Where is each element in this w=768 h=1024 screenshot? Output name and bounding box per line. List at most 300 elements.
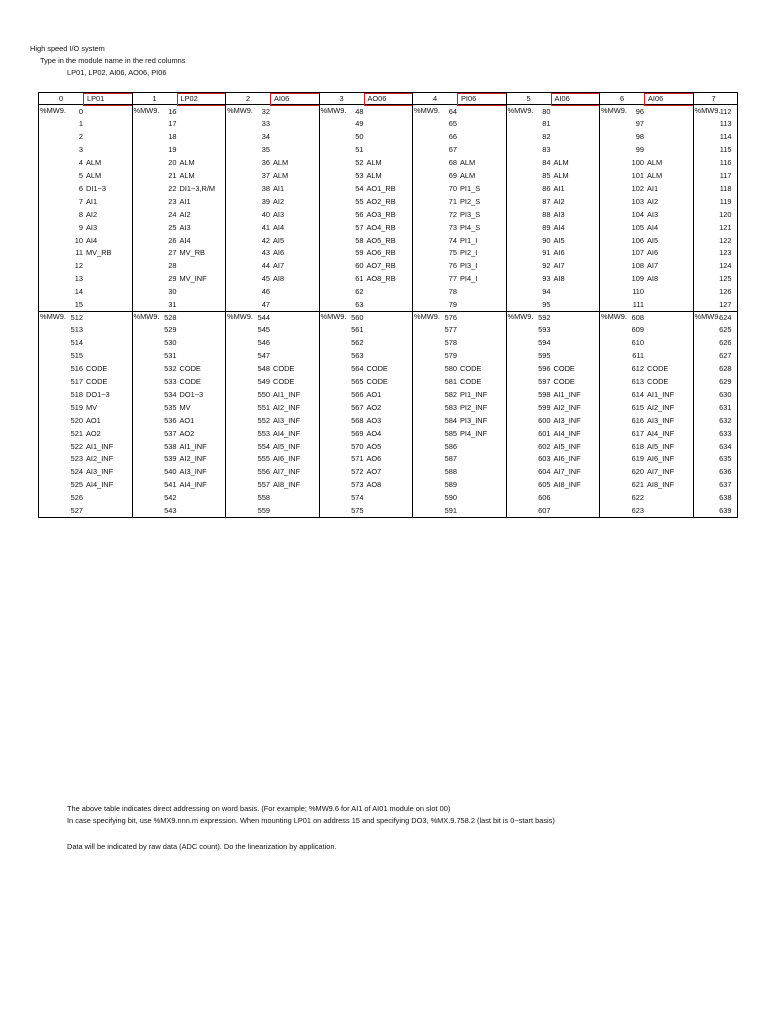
- signal-name: AI8: [553, 274, 565, 284]
- word-address: 531: [164, 351, 177, 361]
- table-row: [320, 336, 413, 349]
- word-address: 96: [635, 106, 644, 116]
- word-address: 594: [538, 338, 551, 348]
- table-row: [413, 401, 506, 414]
- word-address: 612: [631, 364, 644, 374]
- word-address: 105: [631, 222, 644, 232]
- table-bottom-border: [39, 517, 132, 518]
- table-row: [226, 401, 319, 414]
- address-prefix: %MW9.: [40, 106, 66, 115]
- word-address: 549: [257, 377, 270, 386]
- slot-header: [600, 92, 693, 105]
- signal-name: AO4: [366, 428, 382, 438]
- table-row: [413, 388, 506, 401]
- signal-name: ALM: [366, 171, 382, 180]
- signal-name: PI4_S: [460, 222, 481, 232]
- table-row: [413, 298, 506, 311]
- table-row: [507, 208, 600, 221]
- word-address: 581: [444, 377, 457, 386]
- table-row: [507, 452, 600, 465]
- table-row: [413, 105, 506, 118]
- slot-number: 0: [58, 94, 64, 103]
- word-address: 1: [78, 119, 83, 129]
- word-address: 22: [168, 183, 177, 193]
- table-row: [694, 349, 734, 362]
- signal-name: AI1: [553, 183, 565, 193]
- word-address: 534: [164, 389, 177, 399]
- table-row: [320, 323, 413, 336]
- signal-name: PI4_I: [460, 274, 478, 284]
- table-row: [694, 221, 734, 234]
- signal-name: AO6: [366, 454, 382, 464]
- slot-header: [694, 92, 737, 105]
- table-row: [226, 143, 319, 156]
- word-address: 20: [168, 158, 177, 168]
- table-row: [600, 298, 693, 311]
- table-row: [320, 169, 413, 182]
- table-row: [694, 195, 734, 208]
- table-row: [413, 221, 506, 234]
- signal-name: AI1_INF: [273, 389, 301, 399]
- table-row: [39, 143, 132, 156]
- table-row: [507, 285, 600, 298]
- signal-name: AI3: [86, 222, 98, 232]
- word-address: 48: [355, 106, 364, 116]
- table-row: [413, 478, 506, 491]
- word-address: 555: [257, 454, 270, 464]
- word-address: 73: [448, 222, 457, 232]
- word-address: 586: [444, 441, 457, 451]
- table-row: [694, 208, 734, 221]
- word-address: 44: [261, 261, 270, 271]
- table-row: [226, 478, 319, 491]
- table-row: [133, 156, 226, 169]
- page-title: High speed I/O system: [30, 44, 105, 53]
- word-address: 579: [444, 351, 457, 361]
- word-address: 25: [168, 222, 177, 232]
- signal-name: AI6: [273, 248, 285, 258]
- signal-name: MV: [179, 402, 191, 412]
- word-address: 53: [355, 171, 364, 180]
- slot-header: [413, 92, 506, 105]
- signal-name: CODE: [460, 364, 482, 374]
- table-row: [320, 143, 413, 156]
- signal-name: AI8_INF: [273, 480, 301, 490]
- word-address: 51: [355, 145, 364, 155]
- word-address: 109: [631, 274, 644, 284]
- address-table: [38, 92, 768, 518]
- word-address: 565: [351, 377, 364, 386]
- table-row: [507, 427, 600, 440]
- module-name-cell[interactable]: LP02: [177, 93, 227, 106]
- word-address: 103: [631, 196, 644, 206]
- signal-name: AO7: [366, 467, 382, 477]
- signal-name: AI2: [647, 196, 659, 206]
- word-address: 567: [351, 402, 364, 412]
- table-row: [226, 182, 319, 195]
- table-row: [320, 401, 413, 414]
- word-address: 108: [631, 261, 644, 271]
- word-address: 599: [538, 402, 551, 412]
- table-row: [694, 143, 734, 156]
- word-address: 24: [168, 209, 177, 219]
- word-address: 622: [631, 493, 644, 503]
- table-row: [507, 478, 600, 491]
- table-row: [694, 362, 734, 375]
- signal-name: AI8_INF: [647, 480, 675, 490]
- table-row: [39, 388, 132, 401]
- word-address: 11: [75, 248, 83, 258]
- table-row: [694, 336, 734, 349]
- table-row: [694, 272, 734, 285]
- word-address: 525: [70, 480, 83, 490]
- table-row: [413, 143, 506, 156]
- table-row: [133, 336, 226, 349]
- signal-name: AI3: [179, 222, 191, 232]
- table-row: [39, 272, 132, 285]
- signal-name: CODE: [553, 377, 575, 386]
- table-row: [600, 478, 693, 491]
- word-address: 30: [168, 287, 177, 297]
- word-address: 115: [719, 145, 732, 155]
- word-address: 104: [631, 209, 644, 219]
- table-bottom-border: [600, 517, 693, 518]
- word-address: 9: [78, 222, 83, 232]
- table-row: [413, 491, 506, 504]
- table-row: [39, 414, 132, 427]
- signal-name: PI2_S: [460, 196, 481, 206]
- signal-name: AI7: [273, 261, 285, 271]
- signal-name: AI4_INF: [273, 428, 301, 438]
- word-address: 617: [631, 428, 644, 438]
- slot-header: [507, 92, 600, 105]
- table-row: [600, 246, 693, 259]
- table-row: [39, 195, 132, 208]
- signal-name: AO7_RB: [366, 261, 396, 271]
- table-row: [694, 105, 734, 118]
- word-address: 110: [632, 287, 644, 297]
- word-address: 52: [355, 158, 364, 168]
- word-address: 541: [164, 480, 177, 490]
- table-row: [320, 311, 413, 324]
- table-row: [226, 491, 319, 504]
- table-row: [507, 246, 600, 259]
- word-address: 571: [351, 454, 364, 464]
- table-row: [600, 234, 693, 247]
- word-address: 548: [257, 364, 270, 374]
- module-name-cell[interactable]: AI06: [551, 93, 601, 106]
- word-address: 637: [719, 480, 732, 490]
- table-row: [413, 182, 506, 195]
- module-name-cell[interactable]: AO06: [364, 93, 414, 106]
- address-prefix: %MW9.: [133, 106, 160, 115]
- word-address: 86: [542, 183, 551, 193]
- table-row: [320, 234, 413, 247]
- word-address: 566: [351, 389, 364, 399]
- signal-name: ALM: [647, 171, 663, 180]
- signal-name: CODE: [366, 377, 388, 386]
- signal-name: PI1_I: [460, 235, 478, 245]
- word-address: 28: [168, 261, 177, 271]
- table-row: [133, 195, 226, 208]
- table-row: [226, 375, 319, 388]
- signal-name: AI1_INF: [553, 389, 581, 399]
- word-address: 60: [355, 261, 364, 271]
- table-row: [507, 311, 600, 324]
- module-name-cell[interactable]: LP01: [83, 93, 133, 106]
- table-bottom-border: [226, 517, 319, 518]
- word-address: 559: [257, 506, 270, 515]
- footer-note-1: The above table indicates direct addressing on word basis. (For example; %MW9.6 for AI1 of AI01 module on slot 00): [67, 804, 451, 813]
- word-address: 87: [542, 196, 551, 206]
- module-name-cell[interactable]: AI06: [644, 93, 694, 106]
- signal-name: AI3: [553, 209, 565, 219]
- table-row: [600, 156, 693, 169]
- word-address: 521: [70, 428, 83, 438]
- word-address: 592: [538, 312, 551, 322]
- table-row: [320, 349, 413, 362]
- table-row: [507, 169, 600, 182]
- word-address: 89: [542, 222, 551, 232]
- table-row: [133, 272, 226, 285]
- table-row: [226, 440, 319, 453]
- table-row: [39, 169, 132, 182]
- signal-name: AI4: [179, 235, 191, 245]
- signal-name: PI2_I: [460, 248, 478, 258]
- word-address: 106: [631, 235, 644, 245]
- table-row: [694, 440, 734, 453]
- signal-name: AO2: [366, 402, 382, 412]
- signal-name: AI8_INF: [553, 480, 581, 490]
- word-address: 614: [631, 389, 644, 399]
- word-address: 623: [631, 506, 644, 515]
- signal-name: AI5: [273, 235, 285, 245]
- table-row: [413, 362, 506, 375]
- table-row: [413, 169, 506, 182]
- word-address: 572: [351, 467, 364, 477]
- word-address: 523: [70, 454, 83, 464]
- module-name-cell[interactable]: AI06: [270, 93, 320, 106]
- table-row: [226, 105, 319, 118]
- table-row: [600, 504, 693, 517]
- word-address: 635: [719, 454, 732, 464]
- address-prefix: %MW9.: [320, 106, 347, 115]
- table-row: [507, 195, 600, 208]
- table-row: [600, 414, 693, 427]
- address-prefix: %MW9.: [507, 106, 534, 115]
- table-row: [600, 259, 693, 272]
- signal-name: AO2_RB: [366, 196, 396, 206]
- word-address: 636: [719, 467, 732, 477]
- signal-name: CODE: [647, 364, 669, 374]
- word-address: 76: [448, 261, 457, 271]
- signal-name: ALM: [460, 171, 476, 180]
- table-row: [226, 452, 319, 465]
- word-address: 553: [257, 428, 270, 438]
- table-row: [600, 336, 693, 349]
- table-row: [133, 259, 226, 272]
- word-address: 101: [631, 171, 644, 180]
- word-address: 589: [444, 480, 457, 490]
- word-address: 55: [355, 196, 364, 206]
- word-address: 121: [719, 222, 732, 232]
- word-address: 601: [538, 428, 551, 438]
- table-row: [226, 130, 319, 143]
- word-address: 80: [542, 106, 551, 116]
- word-address: 527: [70, 506, 83, 515]
- table-row: [413, 285, 506, 298]
- table-row: [600, 195, 693, 208]
- word-address: 620: [631, 467, 644, 477]
- word-address: 95: [542, 300, 551, 309]
- word-address: 543: [164, 506, 177, 515]
- signal-name: PI3_S: [460, 209, 481, 219]
- word-address: 65: [448, 119, 457, 129]
- word-address: 119: [719, 196, 732, 206]
- footer-note-2: In case specifying bit, use %MX9.nnn.m expression. When mounting LP01 on address 15 and specifying DO3, %MX.9.758.2 (last bit is 0~start basis): [67, 816, 555, 825]
- table-row: [226, 362, 319, 375]
- word-address: 607: [538, 506, 551, 515]
- address-prefix: %MW9.: [694, 106, 721, 115]
- signal-name: AI3_INF: [553, 415, 581, 425]
- table-row: [133, 130, 226, 143]
- word-address: 570: [351, 441, 364, 451]
- address-prefix: %MW9.: [507, 312, 534, 321]
- word-address: 120: [719, 209, 732, 219]
- word-address: 547: [257, 351, 270, 361]
- signal-name: AI1: [647, 183, 659, 193]
- word-address: 29: [168, 274, 177, 284]
- slot-3: [319, 92, 413, 518]
- slot-number: 5: [526, 94, 531, 103]
- word-address: 12: [74, 261, 83, 271]
- signal-name: MV_RB: [179, 248, 205, 258]
- table-row: [320, 491, 413, 504]
- signal-name: CODE: [86, 364, 108, 374]
- table-row: [320, 156, 413, 169]
- word-address: 588: [444, 467, 457, 477]
- table-row: [133, 491, 226, 504]
- signal-name: AI4: [273, 222, 285, 232]
- signal-name: DO1~3: [179, 389, 204, 399]
- word-address: 49: [355, 119, 364, 129]
- table-row: [39, 504, 132, 517]
- table-row: [320, 298, 413, 311]
- word-address: 561: [351, 325, 364, 335]
- word-address: 123: [719, 248, 732, 258]
- slot-header: [226, 92, 319, 105]
- word-address: 34: [261, 132, 270, 142]
- signal-name: AI3_INF: [273, 415, 301, 425]
- word-address: 587: [444, 454, 457, 464]
- signal-name: AI6_INF: [553, 454, 581, 464]
- table-row: [600, 221, 693, 234]
- table-row: [413, 311, 506, 324]
- word-address: 74: [448, 235, 457, 245]
- table-row: [507, 298, 600, 311]
- word-address: 597: [538, 377, 551, 386]
- table-row: [39, 105, 132, 118]
- word-address: 568: [351, 415, 364, 425]
- slot-header: [133, 92, 226, 105]
- table-row: [320, 504, 413, 517]
- word-address: 54: [355, 183, 364, 193]
- word-address: 520: [70, 415, 83, 425]
- table-row: [226, 195, 319, 208]
- address-prefix: %MW9.: [694, 312, 721, 321]
- word-address: 117: [719, 171, 732, 180]
- table-row: [39, 234, 132, 247]
- address-prefix: %MW9.: [601, 312, 627, 321]
- table-row: [133, 452, 226, 465]
- table-row: [507, 105, 600, 118]
- table-row: [507, 234, 600, 247]
- table-row: [413, 375, 506, 388]
- word-address: 126: [719, 287, 732, 297]
- slot-header: [39, 92, 132, 105]
- table-row: [39, 285, 132, 298]
- word-address: 590: [444, 493, 457, 503]
- table-row: [507, 349, 600, 362]
- table-bottom-border: [507, 517, 600, 518]
- signal-name: ALM: [647, 158, 663, 168]
- word-address: 557: [257, 480, 270, 490]
- slot-number: 4: [432, 94, 438, 103]
- word-address: 576: [444, 312, 457, 322]
- word-address: 578: [444, 338, 457, 348]
- table-row: [600, 208, 693, 221]
- slot-header: [320, 92, 413, 105]
- signal-name: AO2: [179, 428, 195, 438]
- module-name-cell[interactable]: PI06: [457, 93, 507, 106]
- signal-name: PI4_INF: [460, 428, 488, 438]
- table-row: [600, 182, 693, 195]
- table-row: [694, 401, 734, 414]
- table-row: [226, 323, 319, 336]
- signal-name: AO4_RB: [366, 222, 396, 232]
- table-row: [694, 452, 734, 465]
- word-address: 85: [542, 171, 551, 180]
- word-address: 621: [631, 480, 644, 490]
- word-address: 542: [164, 493, 177, 503]
- table-row: [39, 478, 132, 491]
- address-prefix: %MW9.: [133, 312, 160, 321]
- word-address: 639: [719, 506, 732, 515]
- word-address: 79: [448, 300, 457, 309]
- table-row: [133, 221, 226, 234]
- table-row: [600, 323, 693, 336]
- table-bottom-border: [133, 517, 226, 518]
- table-row: [39, 362, 132, 375]
- signal-name: AI2: [179, 209, 191, 219]
- signal-name: AI2_INF: [553, 402, 581, 412]
- slot-4: [412, 92, 506, 518]
- table-row: [507, 259, 600, 272]
- table-row: [600, 440, 693, 453]
- signal-name: CODE: [179, 377, 201, 386]
- table-row: [600, 427, 693, 440]
- signal-name: AI4_INF: [179, 480, 207, 490]
- word-address: 100: [631, 158, 644, 168]
- word-address: 626: [719, 338, 732, 348]
- word-address: 70: [448, 183, 457, 193]
- table-row: [600, 169, 693, 182]
- word-address: 83: [542, 145, 551, 155]
- slot-number: 2: [245, 94, 251, 103]
- word-address: 558: [257, 493, 270, 503]
- word-address: 19: [168, 145, 177, 155]
- word-address: 82: [542, 132, 551, 142]
